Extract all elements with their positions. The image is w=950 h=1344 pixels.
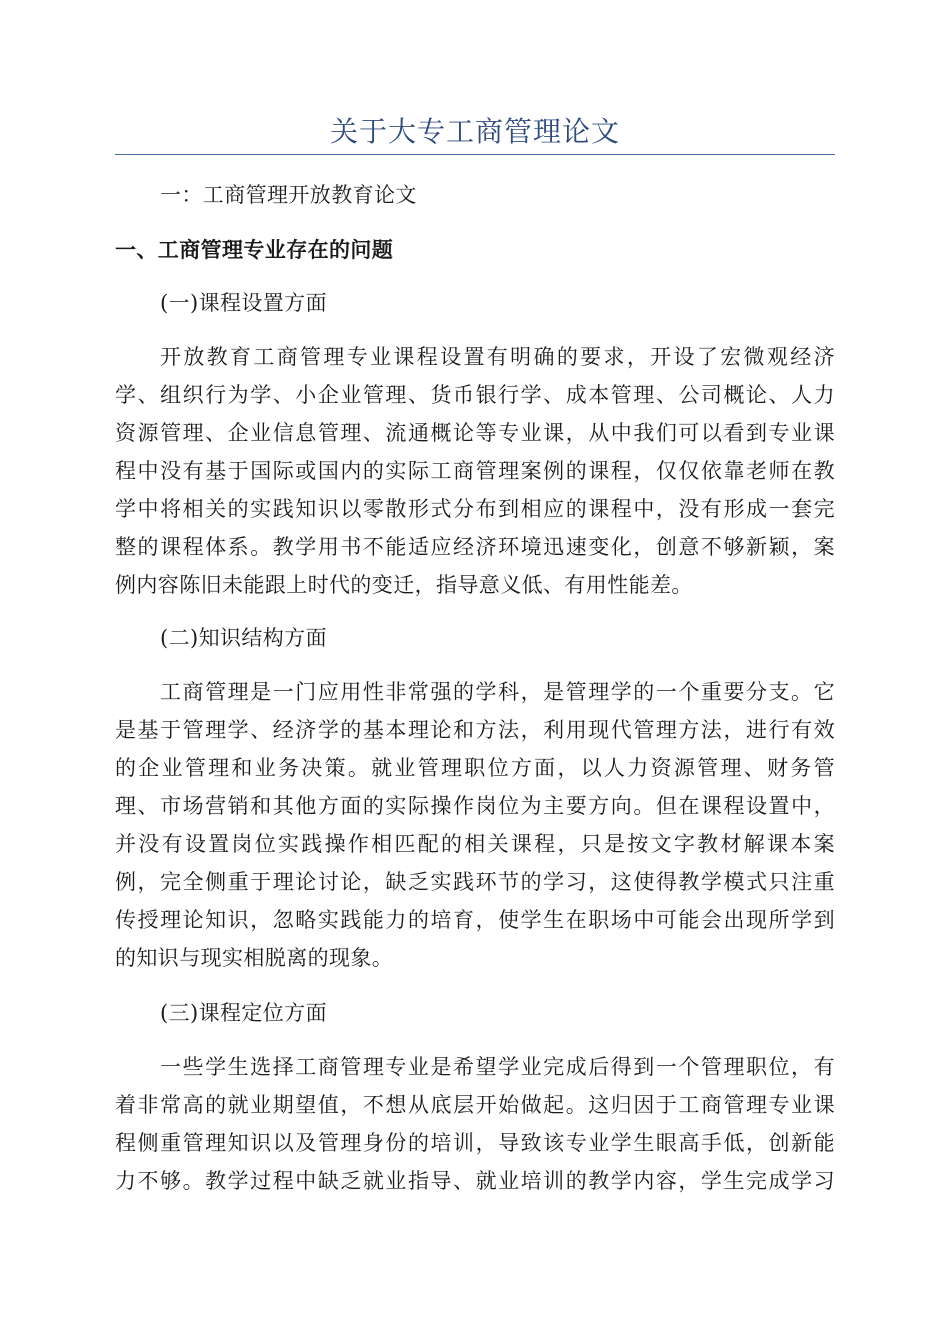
paragraph-3-line: 着非常高的就业期望值，不想从底层开始做起。这归因于工商管理专业课 (115, 1093, 835, 1117)
subsection-heading-1: (一)课程设置方面 (160, 291, 327, 315)
paragraph-2-line: 的知识与现实相脱离的现象。 (115, 946, 394, 970)
paragraph-1-line: 开放教育工商管理专业课程设置有明确的要求，开设了宏微观经济 (160, 345, 835, 369)
title-underline (115, 154, 835, 155)
paragraph-2-line: 是基于管理学、经济学的基本理论和方法，利用现代管理方法，进行有效 (115, 718, 835, 742)
paragraph-2-line: 理、市场营销和其他方面的实际操作岗位为主要方向。但在课程设置中， (115, 794, 835, 818)
paragraph-3-line: 程侧重管理知识以及管理身份的培训，导致该专业学生眼高手低，创新能 (115, 1131, 835, 1155)
paragraph-2-line: 并没有设置岗位实践操作相匹配的相关课程，只是按文字教材解课本案 (115, 832, 835, 856)
paragraph-2-line: 例，完全侧重于理论讨论，缺乏实践环节的学习，这使得教学模式只注重 (115, 870, 835, 894)
paragraph-2-line: 的企业管理和业务决策。就业管理职位方面，以人力资源管理、财务管 (115, 756, 835, 780)
paragraph-1-line: 学、组织行为学、小企业管理、货币银行学、成本管理、公司概论、人力 (115, 383, 835, 407)
paragraph-1-line: 程中没有基于国际或国内的实际工商管理案例的课程，仅仅依靠老师在教 (115, 459, 835, 483)
section-heading: 一、工商管理专业存在的问题 (115, 238, 394, 262)
paragraph-2-line: 传授理论知识，忽略实践能力的培育，使学生在职场中可能会出现所学到 (115, 908, 835, 932)
paragraph-1-line: 学中将相关的实践知识以零散形式分布到相应的课程中，没有形成一套完 (115, 497, 835, 521)
paragraph-1-line: 资源管理、企业信息管理、流通概论等专业课，从中我们可以看到专业课 (115, 421, 835, 445)
subtitle: 一：工商管理开放教育论文 (160, 183, 417, 207)
subsection-heading-3: (三)课程定位方面 (160, 1001, 327, 1025)
document-title: 关于大专工商管理论文 (329, 115, 620, 148)
paragraph-3-line: 一些学生选择工商管理专业是希望学业完成后得到一个管理职位，有 (160, 1055, 835, 1079)
paragraph-3-line: 力不够。教学过程中缺乏就业指导、就业培训的教学内容，学生完成学习 (115, 1169, 835, 1193)
paragraph-1-line: 例内容陈旧未能跟上时代的变迁，指导意义低、有用性能差。 (115, 573, 693, 597)
paragraph-1-line: 整的课程体系。教学用书不能适应经济环境迅速变化，创意不够新颖，案 (115, 535, 835, 559)
subsection-heading-2: (二)知识结构方面 (160, 626, 327, 650)
paragraph-2-line: 工商管理是一门应用性非常强的学科，是管理学的一个重要分支。它 (160, 680, 835, 704)
